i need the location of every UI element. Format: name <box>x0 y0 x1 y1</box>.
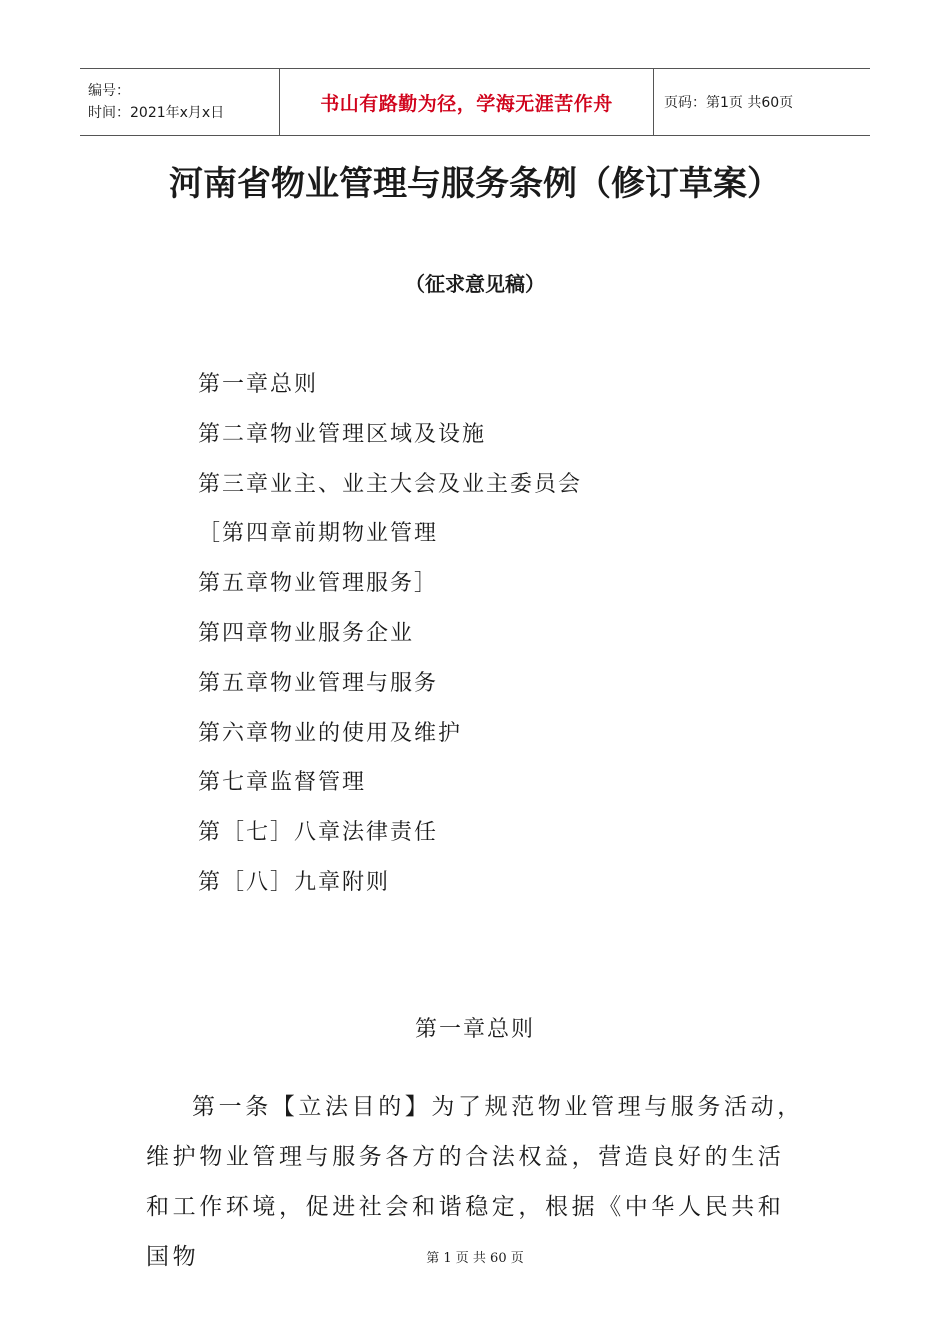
page-info-text: 页码：第1页 共60页 <box>664 95 794 111</box>
toc-item: 第三章业主、业主大会及业主委员会 <box>198 471 583 497</box>
toc-item: 第［七］八章法律责任 <box>198 820 439 846</box>
toc-item: 第五章物业管理与服务 <box>198 670 439 696</box>
chapter-heading: 第一章总则 <box>414 1017 535 1042</box>
header-meta <box>80 69 280 135</box>
toc-item: 第［八］九章附则 <box>198 869 391 895</box>
toc-item: 第六章物业的使用及维护 <box>198 720 463 746</box>
document-subtitle: （征求意见稿） <box>405 272 545 296</box>
time-label: 时间：2021年x月x日 <box>88 105 225 121</box>
document-title: 河南省物业管理与服务条例（修订草案） <box>169 164 781 204</box>
table-of-contents <box>198 360 582 908</box>
header-table <box>80 68 870 136</box>
toc-item: 第四章物业服务企业 <box>198 620 415 646</box>
motto-text: 书山有路勤为径，学海无涯苦作舟 <box>320 92 613 115</box>
toc-item: 第七章监督管理 <box>198 770 367 796</box>
number-label: 编号： <box>88 83 130 99</box>
header-page-info <box>654 69 870 135</box>
toc-item: ［第四章前期物业管理 <box>198 521 439 547</box>
toc-item: 第二章物业管理区域及设施 <box>198 421 487 447</box>
article-paragraph: 第一条【立法目的】为了规范物业管理与服务活动，维护物业管理与服务各方的合法权益，营造良好的生活和工作环境，促进社会和谐稳定，根据《中华人民共和国物 <box>146 1094 804 1270</box>
header-motto <box>280 69 654 135</box>
toc-item: 第一章总则 <box>198 372 319 397</box>
page-footer: 第 1 页 共 60 页 <box>426 1251 524 1266</box>
toc-item: 第五章物业管理服务］ <box>198 571 439 597</box>
